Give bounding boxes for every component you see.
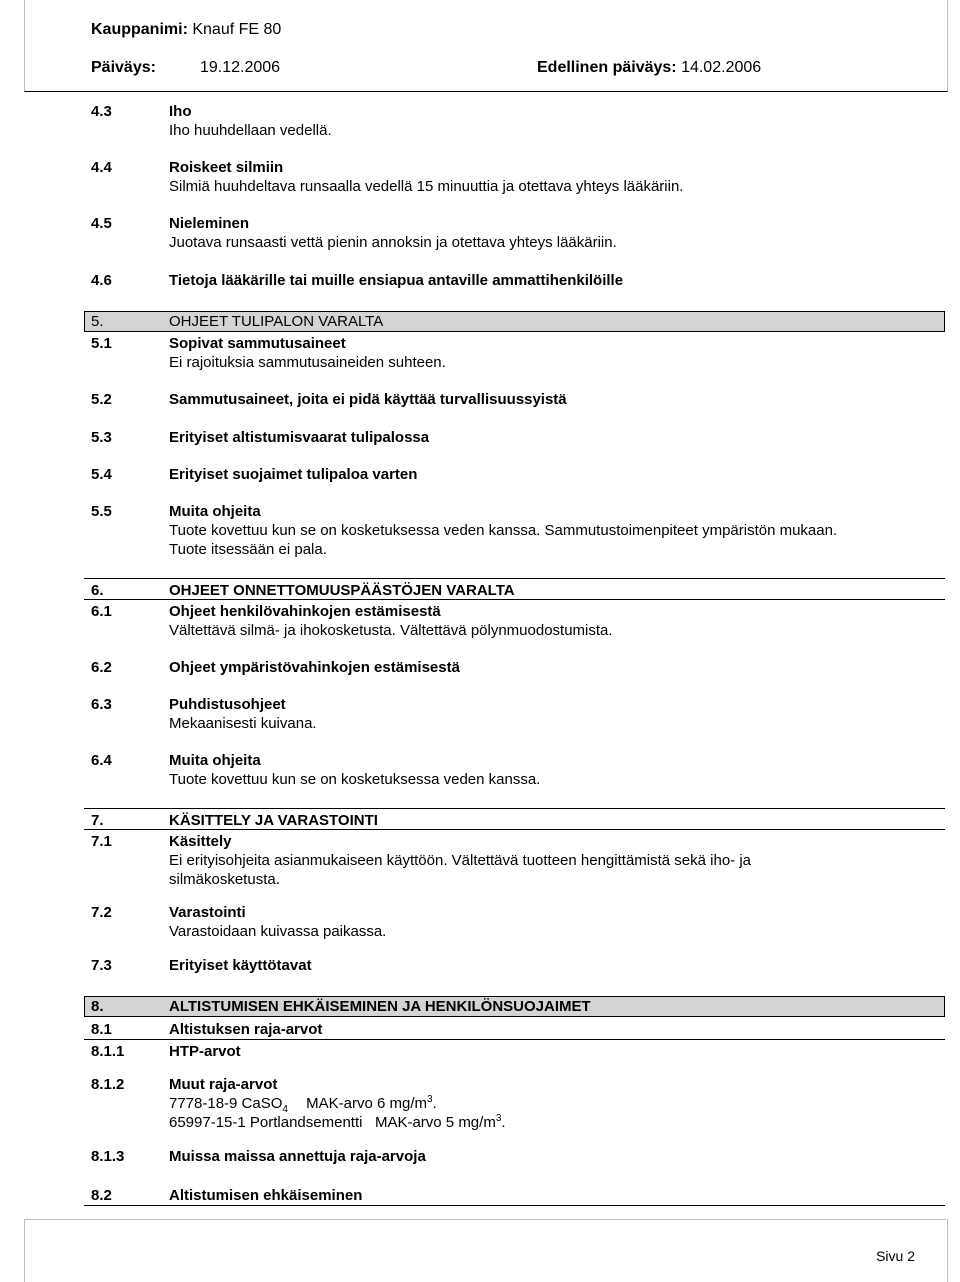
item-8-1-rule (84, 1039, 945, 1040)
item-7-1-number: 7.1 (91, 833, 112, 850)
section-8-header (84, 996, 945, 1017)
item-8-1-title: Altistuksen raja-arvot (169, 1021, 323, 1038)
section-5-header (84, 311, 945, 332)
item-8-1-number: 8.1 (91, 1021, 112, 1038)
item-8-2-rule (84, 1205, 945, 1206)
item-7-3-number: 7.3 (91, 957, 112, 974)
item-7-2-number: 7.2 (91, 904, 112, 921)
item-8-1-3-title: Muissa maissa annettuja raja-arvoja (169, 1148, 426, 1165)
item-4-6-title: Tietoja lääkärille tai muille ensiapua antaville ammattihenkilöille (169, 272, 624, 289)
section-6-top-rule (84, 578, 945, 579)
section-5-number: 5. (91, 313, 104, 330)
item-6-2-title: Ohjeet ympäristövahinkojen estämisestä (169, 659, 460, 676)
item-5-2-number: 5.2 (91, 391, 112, 408)
item-6-1-text: Vältettävä silmä- ja ihokosketusta. Vältettävä pölynmuodostumista. (169, 622, 613, 639)
item-7-1-text-2: silmäkosketusta. (169, 871, 280, 888)
limit-row-caso4-substance: 7778-18-9 CaSO (169, 1095, 283, 1112)
item-8-1-1-number: 8.1.1 (91, 1043, 125, 1060)
item-6-3-number: 6.3 (91, 696, 112, 713)
item-8-2-number: 8.2 (91, 1187, 112, 1204)
item-6-2-number: 6.2 (91, 659, 112, 676)
item-6-4-number: 6.4 (91, 752, 112, 769)
item-6-4-text: Tuote kovettuu kun se on kosketuksessa veden kanssa. (169, 771, 541, 788)
footer-frame (24, 1219, 948, 1282)
section-8-title: ALTISTUMISEN EHKÄISEMINEN JA HENKILÖNSUOJAIMET (169, 998, 591, 1015)
item-5-5-title: Muita ohjeita (169, 503, 261, 520)
item-7-2-text: Varastoidaan kuivassa paikassa. (169, 923, 387, 940)
item-5-2-title: Sammutusaineet, joita ei pidä käyttää turvallisuussyistä (169, 391, 567, 408)
item-4-3-title: Iho (169, 103, 192, 120)
limit-row-caso4-subscript: 4 (282, 1104, 288, 1115)
previous-date-value: 14.02.2006 (681, 59, 762, 76)
item-4-4-number: 4.4 (91, 159, 112, 176)
product-label: Kauppanimi: (91, 21, 188, 38)
item-6-4-title: Muita ohjeita (169, 752, 261, 769)
item-8-1-2-number: 8.1.2 (91, 1076, 125, 1093)
date-value: 19.12.2006 (200, 59, 281, 76)
product-name (91, 20, 281, 39)
limit-row-portland-text: 65997-15-1 Portlandsementti MAK-arvo 5 mg/m (169, 1114, 496, 1131)
item-8-1-1-title: HTP-arvot (169, 1043, 241, 1060)
section-6-bottom-rule (84, 599, 945, 600)
item-4-3-text: Iho huuhdellaan vedellä. (169, 122, 332, 139)
item-4-6-number: 4.6 (91, 272, 112, 289)
item-5-1-number: 5.1 (91, 335, 112, 352)
item-5-4-title: Erityiset suojaimet tulipaloa varten (169, 466, 418, 483)
item-5-5-number: 5.5 (91, 503, 112, 520)
previous-date (537, 58, 761, 77)
item-8-1-3-number: 8.1.3 (91, 1148, 125, 1165)
item-5-4-number: 5.4 (91, 466, 112, 483)
item-5-5-text-1: Tuote kovettuu kun se on kosketuksessa veden kanssa. Sammutustoimenpiteet ympäristön mukaan. (169, 522, 838, 539)
item-8-2-title: Altistumisen ehkäiseminen (169, 1187, 363, 1204)
item-5-5-text-2: Tuote itsessään ei pala. (169, 541, 327, 558)
limit-row-caso4-value: MAK-arvo 6 mg/m (306, 1095, 427, 1112)
item-5-3-number: 5.3 (91, 429, 112, 446)
date-label: Päiväys: (91, 59, 156, 76)
item-8-1-2-title: Muut raja-arvot (169, 1076, 278, 1093)
item-5-3-title: Erityiset altistumisvaarat tulipalossa (169, 429, 430, 446)
section-7-number: 7. (91, 812, 104, 829)
header-frame (24, 0, 948, 92)
item-4-5-title: Nieleminen (169, 215, 250, 232)
item-5-1-title: Sopivat sammutusaineet (169, 335, 346, 352)
previous-date-label: Edellinen päiväys: (537, 59, 677, 76)
item-7-1-title: Käsittely (169, 833, 232, 850)
limit-row-caso4-end: . (432, 1095, 437, 1112)
limit-row-portland-end: . (501, 1114, 506, 1131)
section-6-number: 6. (91, 582, 104, 599)
section-5-title: OHJEET TULIPALON VARALTA (169, 313, 384, 330)
item-7-2-title: Varastointi (169, 904, 246, 921)
section-7-title: KÄSITTELY JA VARASTOINTI (169, 812, 378, 829)
section-8-number: 8. (91, 998, 104, 1015)
item-6-1-number: 6.1 (91, 603, 112, 620)
limit-row-caso4 (169, 1094, 437, 1113)
item-6-1-title: Ohjeet henkilövahinkojen estämisestä (169, 603, 441, 620)
item-6-3-text: Mekaanisesti kuivana. (169, 715, 317, 732)
item-4-3-number: 4.3 (91, 103, 112, 120)
item-7-1-text-1: Ei erityisohjeita asianmukaiseen käyttöön. Vältettävä tuotteen hengittämistä sekä iho- ja (169, 852, 751, 869)
section-6-title: OHJEET ONNETTOMUUSPÄÄSTÖJEN VARALTA (169, 582, 515, 599)
item-5-1-text: Ei rajoituksia sammutusaineiden suhteen. (169, 354, 446, 371)
limit-row-portland (169, 1113, 506, 1132)
page-number: Sivu 2 (876, 1248, 915, 1264)
limit-row-caso4-superscript: 3 (427, 1094, 433, 1105)
item-4-5-text: Juotava runsaasti vettä pienin annoksin ja otettava yhteys lääkäriin. (169, 234, 617, 251)
item-7-3-title: Erityiset käyttötavat (169, 957, 312, 974)
product-value: Knauf FE 80 (192, 21, 282, 38)
limit-row-portland-superscript: 3 (495, 1113, 502, 1124)
section-7-top-rule (84, 808, 945, 809)
item-4-4-title: Roiskeet silmiin (169, 159, 284, 176)
item-4-5-number: 4.5 (91, 215, 112, 232)
item-4-4-text: Silmiä huuhdeltava runsaalla vedellä 15 minuuttia ja otettava yhteys lääkäriin. (169, 178, 684, 195)
item-6-3-title: Puhdistusohjeet (169, 696, 286, 713)
section-7-bottom-rule (84, 829, 945, 830)
